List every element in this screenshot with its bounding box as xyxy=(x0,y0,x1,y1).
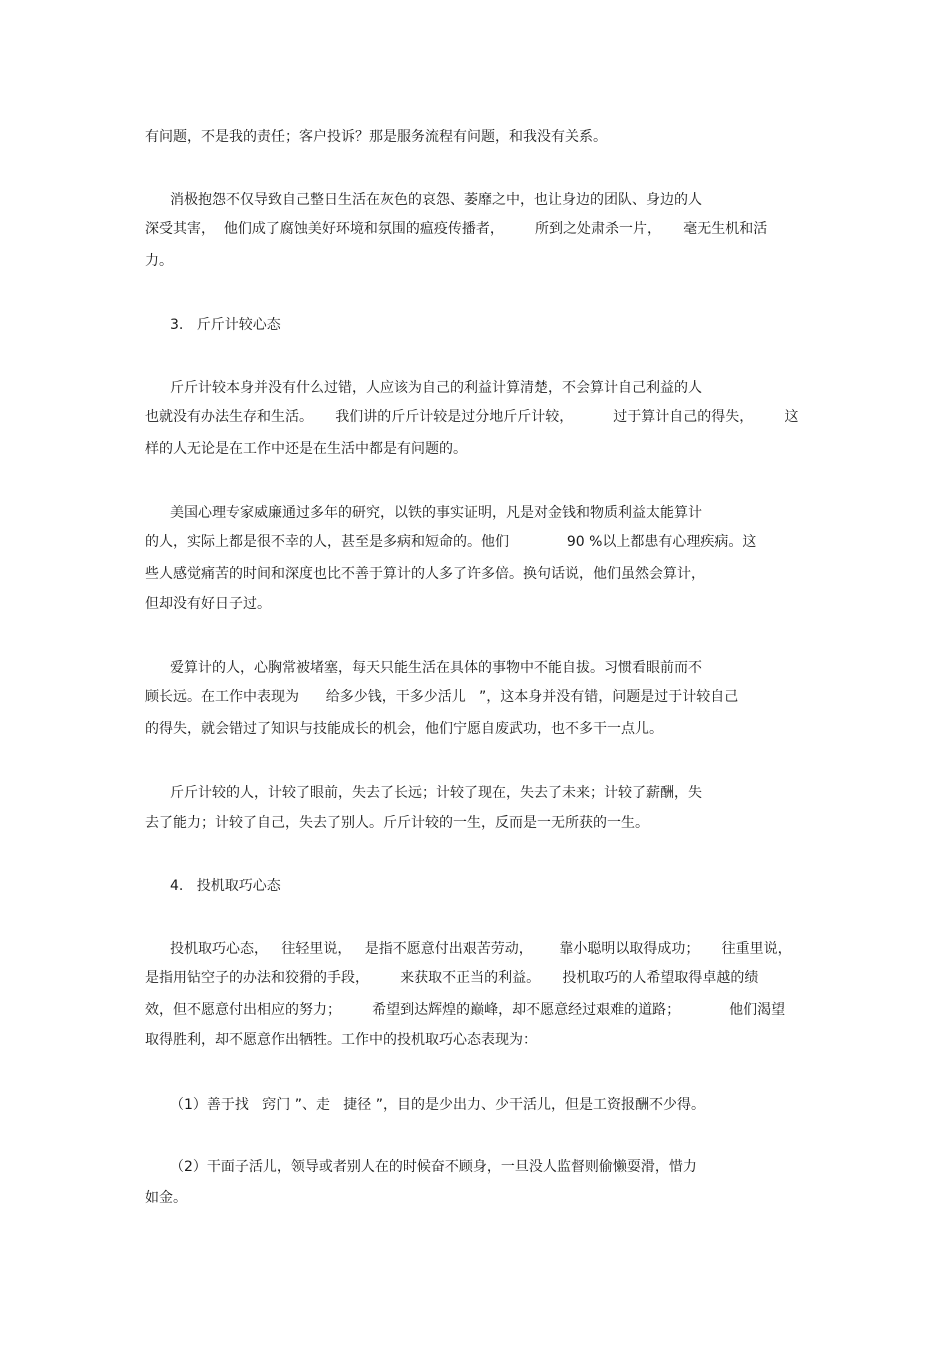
text-line: 斤斤计较本身并没有什么过错，人应该为自己的利益计算清楚，不会算计自己利益的人 xyxy=(170,380,702,396)
text-line: 是指用钻空子的办法和狡猾的手段， 来获取不正当的利益。 投机取巧的人希望取得卓越的绩 xyxy=(145,970,759,986)
text-line: 如金。 xyxy=(145,1190,187,1206)
list-item: （2）干面子活儿，领导或者别人在的时候奋不顾身，一旦没人监督则偷懒耍滑，惜力 xyxy=(170,1159,697,1175)
text-line: 也就没有办法生存和生活。 我们讲的斤斤计较是过分地斤斤计较， 过于算计自己的得失， 这 xyxy=(145,409,799,425)
text-line: 消极抱怨不仅导致自己整日生活在灰色的哀怨、萎靡之中，也让身边的团队、身边的人 xyxy=(170,192,702,208)
text-line: 斤斤计较的人，计较了眼前，失去了长远；计较了现在，失去了未来；计较了薪酬，失 xyxy=(170,785,702,801)
text-line: 但却没有好日子过。 xyxy=(145,596,271,612)
text-line: 样的人无论是在工作中还是在生活中都是有问题的。 xyxy=(145,441,467,457)
text-line: 去了能力；计较了自己，失去了别人。斤斤计较的一生，反而是一无所获的一生。 xyxy=(145,815,649,831)
text-line: 顾长远。在工作中表现为 给多少钱，干多少活儿 ”，这本身并没有错，问题是过于计较自己 xyxy=(145,689,739,705)
text-line: 投机取巧心态， 往轻里说， 是指不愿意付出艰苦劳动， 靠小聪明以取得成功； 往重里说， xyxy=(170,941,792,957)
list-item: （1）善于找 窍门 ”、走 捷径 ”，目的是少出力、少干活儿，但是工资报酬不少得。 xyxy=(170,1097,706,1113)
text-line: 些人感觉痛苦的时间和深度也比不善于算计的人多了许多倍。换句话说，他们虽然会算计， xyxy=(145,566,705,582)
text-line: 爱算计的人，心胸常被堵塞，每天只能生活在具体的事物中不能自拔。习惯看眼前而不 xyxy=(170,660,702,676)
text-line: 取得胜利，却不愿意作出牺牲。工作中的投机取巧心态表现为： xyxy=(145,1032,537,1048)
text-line: 深受其害， 他们成了腐蚀美好环境和氛围的瘟疫传播者， 所到之处肃杀一片， 毫无生机和活 xyxy=(145,221,768,237)
text-line: 美国心理专家威廉通过多年的研究，以铁的事实证明，凡是对金钱和物质利益太能算计 xyxy=(170,505,702,521)
section-heading: 3. 斤斤计较心态 xyxy=(170,317,281,333)
text-line: 有问题，不是我的责任；客户投诉？那是服务流程有问题，和我没有关系。 xyxy=(145,129,607,145)
section-heading: 4. 投机取巧心态 xyxy=(170,878,281,894)
text-line: 的人，实际上都是很不幸的人，甚至是多病和短命的。他们 90 %以上都患有心理疾病。这 xyxy=(145,534,757,550)
text-line: 的得失，就会错过了知识与技能成长的机会，他们宁愿自废武功，也不多干一点儿。 xyxy=(145,721,663,737)
text-line: 力。 xyxy=(145,253,173,269)
text-line: 效，但不愿意付出相应的努力； 希望到达辉煌的巅峰，却不愿意经过艰难的道路； 他们渴望 xyxy=(145,1002,786,1018)
